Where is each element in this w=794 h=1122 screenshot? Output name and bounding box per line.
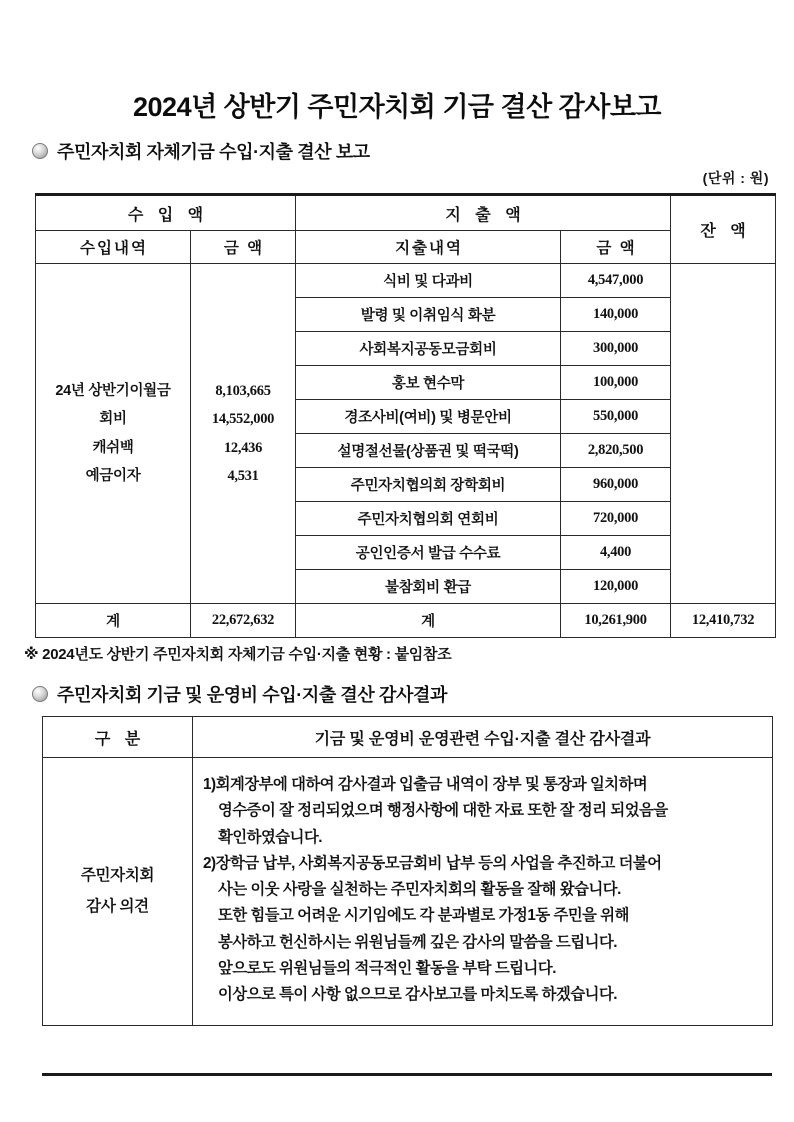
opinion-line: 또한 힘들고 어려운 시기임에도 각 분과별로 가정1동 주민을 위해 bbox=[218, 907, 629, 925]
expense-item: 공인인증서 발급 수수료 bbox=[296, 536, 561, 570]
income-item-3: 예금이자 bbox=[85, 467, 141, 484]
income-amount-3: 4,531 bbox=[227, 467, 259, 484]
header-expense-item: 지출내역 bbox=[296, 231, 561, 264]
page-title: 2024년 상반기 주민자치회 기금 결산 감사보고 bbox=[133, 92, 661, 122]
header-balance: 잔 액 bbox=[671, 195, 776, 264]
opinion-line: 사는 이웃 사랑을 실천하는 주민자치회의 활동을 잘해 왔습니다. bbox=[218, 881, 621, 899]
opinion-line: 확인하였습니다. bbox=[218, 828, 323, 846]
bullet-ball-icon bbox=[32, 143, 48, 159]
unit-note: (단위 : 원) bbox=[702, 170, 769, 186]
section-heading-audit-result bbox=[32, 681, 447, 707]
expense-item: 식비 및 다과비 bbox=[296, 264, 561, 298]
total-balance-amount: 12,410,732 bbox=[671, 604, 776, 638]
expense-amount: 300,000 bbox=[561, 332, 671, 366]
section-heading-fund-report bbox=[32, 138, 370, 164]
header-income: 수 입 액 bbox=[36, 195, 296, 231]
section-heading-fund-report-label: 주민자치회 자체기금 수입·지출 결산 보고 bbox=[57, 142, 370, 162]
fund-settlement-table bbox=[35, 193, 776, 638]
income-amounts-cell bbox=[191, 264, 296, 604]
income-item-0: 24년 상반기이월금 bbox=[55, 382, 171, 399]
table-header-row-sub bbox=[36, 231, 776, 264]
header-income-amount: 금 액 bbox=[191, 231, 296, 264]
audit-opinion-label-line1: 주민자치회 bbox=[80, 867, 155, 885]
expense-amount: 2,820,500 bbox=[561, 434, 671, 468]
opinion-line: 봉사하고 헌신하시는 위원님들께 깊은 감사의 말씀을 드립니다. bbox=[218, 933, 618, 951]
expense-amount: 120,000 bbox=[561, 570, 671, 604]
expense-item: 경조사비(여비) 및 병문안비 bbox=[296, 400, 561, 434]
expense-item: 사회복지공동모금회비 bbox=[296, 332, 561, 366]
expense-amount: 4,400 bbox=[561, 536, 671, 570]
expense-amount: 140,000 bbox=[561, 298, 671, 332]
opinion-line: 1)회계장부에 대하여 감사결과 입출금 내역이 장부 및 통장과 일치하며 bbox=[203, 776, 648, 793]
opinion-line: 앞으로도 위원님들의 적극적인 활동을 부탁 드립니다. bbox=[218, 960, 556, 978]
expense-amount: 4,547,000 bbox=[561, 264, 671, 298]
expense-item: 발령 및 이취임식 화분 bbox=[296, 298, 561, 332]
income-items-cell bbox=[36, 264, 191, 604]
total-income-amount: 22,672,632 bbox=[191, 604, 296, 638]
header-income-item: 수입내역 bbox=[36, 231, 191, 264]
expense-item: 홍보 현수막 bbox=[296, 366, 561, 400]
expense-item: 설명절선물(상품권 및 떡국떡) bbox=[296, 434, 561, 468]
audit-body-row bbox=[43, 758, 773, 1026]
income-item-2: 캐쉬백 bbox=[92, 439, 134, 456]
expense-amount: 720,000 bbox=[561, 502, 671, 536]
header-audit-result: 기금 및 운영비 운영관련 수입·지출 결산 감사결과 bbox=[193, 717, 773, 758]
income-item-1: 회비 bbox=[99, 411, 127, 428]
audit-result-table bbox=[42, 716, 773, 1026]
income-amount-0: 8,103,665 bbox=[215, 382, 271, 399]
income-amount-2: 12,436 bbox=[223, 439, 263, 456]
audit-opinion-label bbox=[43, 758, 193, 1026]
opinion-line: 2)장학금 납부, 사회복지공동모금회비 납부 등의 사업을 추진하고 더불어 bbox=[203, 854, 662, 872]
audit-opinion-body bbox=[193, 758, 773, 1026]
expense-amount: 960,000 bbox=[561, 468, 671, 502]
section-heading-audit-result-label: 주민자치회 기금 및 운영비 수입·지출 결산 감사결과 bbox=[57, 685, 447, 705]
table-header-row-main bbox=[36, 195, 776, 231]
expense-amount: 100,000 bbox=[561, 366, 671, 400]
total-label-income: 계 bbox=[36, 604, 191, 638]
expense-item: 주민자치협의회 연회비 bbox=[296, 502, 561, 536]
expense-amount: 550,000 bbox=[561, 400, 671, 434]
balance-spacer-cell bbox=[671, 264, 776, 604]
expense-item: 불참회비 환급 bbox=[296, 570, 561, 604]
opinion-line: 이상으로 특이 사항 없으므로 감사보고를 마치도록 하겠습니다. bbox=[218, 986, 618, 1004]
opinion-line: 영수증이 잘 정리되었으며 행정사항에 대한 자료 또한 잘 정리 되었음을 bbox=[218, 802, 668, 820]
audit-opinion-label-line2: 감사 의견 bbox=[86, 898, 149, 916]
audit-header-row bbox=[43, 717, 773, 758]
foot-note: ※ 2024년도 상반기 주민자치회 자체기금 수입·지출 현황 : 붙임참조 bbox=[24, 646, 452, 663]
total-expense-amount: 10,261,900 bbox=[561, 604, 671, 638]
expense-item: 주민자치협의회 장학회비 bbox=[296, 468, 561, 502]
header-category: 구 분 bbox=[43, 717, 193, 758]
total-label-expense: 계 bbox=[296, 604, 561, 638]
table-total-row bbox=[36, 604, 776, 638]
table-row bbox=[36, 264, 776, 298]
header-expense-amount: 금 액 bbox=[561, 231, 671, 264]
income-amount-1: 14,552,000 bbox=[211, 411, 275, 428]
header-expense: 지 출 액 bbox=[296, 195, 671, 231]
bottom-rule bbox=[42, 1073, 772, 1076]
bullet-ball-icon bbox=[32, 686, 48, 702]
